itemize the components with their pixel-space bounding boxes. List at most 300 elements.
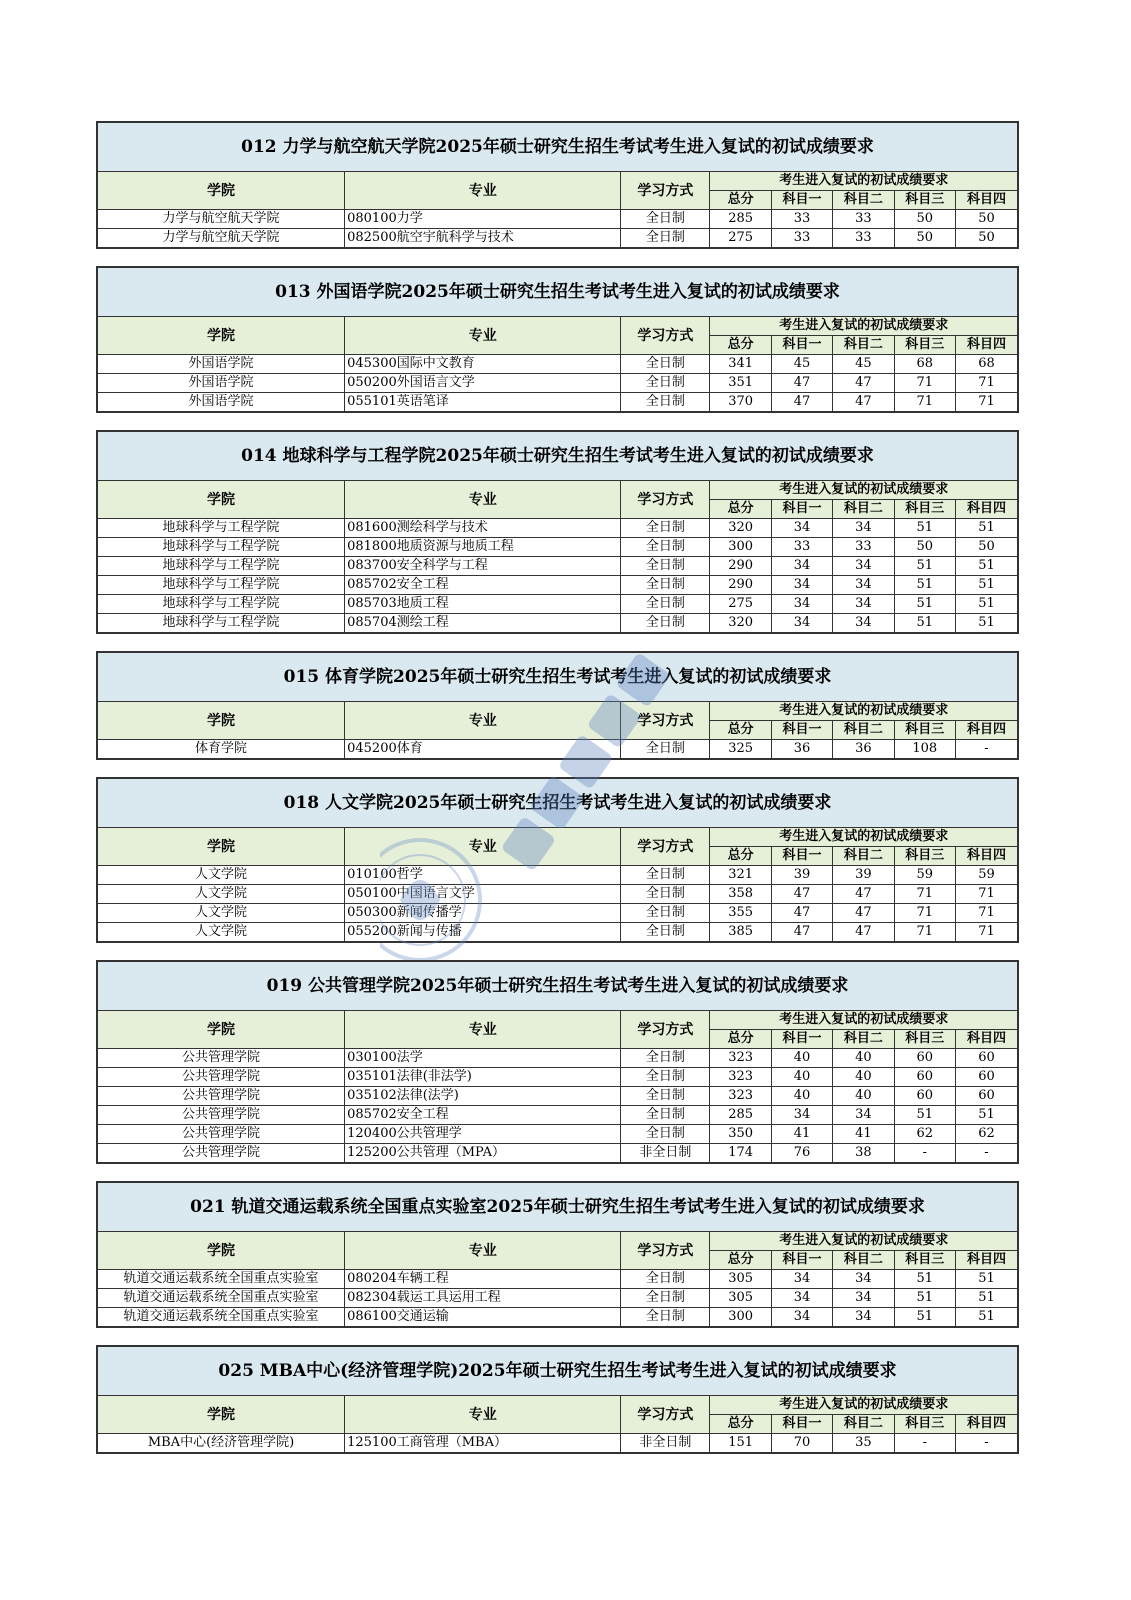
cell-subject-1: 47	[771, 885, 832, 904]
cell-major: 082304载运工具运用工程	[345, 1289, 621, 1308]
table-row	[98, 576, 1017, 595]
cell-college: 人文学院	[98, 885, 345, 904]
header-subject-4: 科目四	[955, 1030, 1017, 1049]
cell-subject-2: 33	[833, 229, 894, 248]
cell-subject-1: 76	[771, 1144, 832, 1163]
header-major: 专业	[345, 317, 621, 355]
header-subject-4: 科目四	[955, 1251, 1017, 1270]
header-study-mode: 学习方式	[621, 172, 710, 210]
cell-college: 地球科学与工程学院	[98, 538, 345, 557]
cell-college: 力学与航空航天学院	[98, 229, 345, 248]
header-study-mode: 学习方式	[621, 702, 710, 740]
cell-major: 082500航空宇航科学与技术	[345, 229, 621, 248]
cell-study-mode: 全日制	[621, 1087, 710, 1106]
cell-subject-1: 34	[771, 1308, 832, 1327]
cell-subject-4: 71	[955, 393, 1017, 412]
header-major: 专业	[345, 828, 621, 866]
cell-subject-2: 36	[833, 740, 894, 759]
cell-subject-3: 60	[894, 1087, 955, 1106]
cell-subject-1: 47	[771, 374, 832, 393]
cell-college: 地球科学与工程学院	[98, 595, 345, 614]
cell-subject-1: 33	[771, 229, 832, 248]
cell-college: 体育学院	[98, 740, 345, 759]
cell-major: 045300国际中文教育	[345, 355, 621, 374]
cell-total: 290	[710, 576, 771, 595]
table-title: 021 轨道交通运载系统全国重点实验室2025年硕士研究生招生考试考生进入复试的初试成绩要求	[98, 1183, 1017, 1232]
header-study-mode: 学习方式	[621, 481, 710, 519]
cell-study-mode: 全日制	[621, 923, 710, 942]
header-subject-3: 科目三	[894, 847, 955, 866]
score-table-block	[96, 1181, 1019, 1328]
cell-subject-4: 60	[955, 1068, 1017, 1087]
header-major: 专业	[345, 172, 621, 210]
cell-major: 081600测绘科学与技术	[345, 519, 621, 538]
table-row	[98, 1106, 1017, 1125]
cell-study-mode: 全日制	[621, 740, 710, 759]
cell-total: 305	[710, 1289, 771, 1308]
table-row	[98, 1087, 1017, 1106]
score-tables	[96, 121, 1019, 1454]
cell-subject-4: 71	[955, 923, 1017, 942]
cell-college: MBA中心(经济管理学院)	[98, 1434, 345, 1453]
header-subject-1: 科目一	[771, 191, 832, 210]
header-study-mode: 学习方式	[621, 1232, 710, 1270]
cell-college: 公共管理学院	[98, 1144, 345, 1163]
cell-subject-3: -	[894, 1144, 955, 1163]
cell-subject-1: 36	[771, 740, 832, 759]
table-row	[98, 355, 1017, 374]
score-table-block	[96, 430, 1019, 634]
score-table	[98, 481, 1017, 632]
cell-subject-3: 71	[894, 923, 955, 942]
cell-subject-2: 34	[833, 576, 894, 595]
cell-study-mode: 全日制	[621, 1270, 710, 1289]
cell-subject-3: 51	[894, 519, 955, 538]
cell-college: 人文学院	[98, 866, 345, 885]
header-subject-4: 科目四	[955, 847, 1017, 866]
score-table-block	[96, 777, 1019, 943]
table-row	[98, 595, 1017, 614]
cell-subject-1: 33	[771, 210, 832, 229]
table-row	[98, 1049, 1017, 1068]
cell-total: 323	[710, 1087, 771, 1106]
cell-college: 轨道交通运载系统全国重点实验室	[98, 1270, 345, 1289]
table-row	[98, 1125, 1017, 1144]
cell-subject-4: 51	[955, 1308, 1017, 1327]
header-study-mode: 学习方式	[621, 317, 710, 355]
cell-total: 320	[710, 614, 771, 633]
header-subject-2: 科目二	[833, 847, 894, 866]
cell-total: 350	[710, 1125, 771, 1144]
cell-subject-2: 34	[833, 1289, 894, 1308]
cell-subject-3: 51	[894, 557, 955, 576]
cell-subject-4: 60	[955, 1049, 1017, 1068]
cell-total: 290	[710, 557, 771, 576]
cell-college: 地球科学与工程学院	[98, 614, 345, 633]
cell-college: 外国语学院	[98, 374, 345, 393]
cell-subject-2: 34	[833, 614, 894, 633]
cell-college: 力学与航空航天学院	[98, 210, 345, 229]
score-table	[98, 1232, 1017, 1326]
table-title: 014 地球科学与工程学院2025年硕士研究生招生考试考生进入复试的初试成绩要求	[98, 432, 1017, 481]
cell-subject-2: 33	[833, 538, 894, 557]
cell-study-mode: 全日制	[621, 1068, 710, 1087]
cell-subject-2: 38	[833, 1144, 894, 1163]
header-subject-1: 科目一	[771, 1030, 832, 1049]
cell-subject-4: 50	[955, 210, 1017, 229]
cell-subject-1: 34	[771, 576, 832, 595]
header-major: 专业	[345, 702, 621, 740]
cell-subject-4: 51	[955, 519, 1017, 538]
cell-total: 323	[710, 1068, 771, 1087]
cell-total: 305	[710, 1270, 771, 1289]
cell-study-mode: 全日制	[621, 1106, 710, 1125]
table-row	[98, 210, 1017, 229]
cell-major: 035101法律(非法学)	[345, 1068, 621, 1087]
cell-major: 045200体育	[345, 740, 621, 759]
cell-subject-3: 108	[894, 740, 955, 759]
header-major: 专业	[345, 1396, 621, 1434]
cell-subject-4: 60	[955, 1087, 1017, 1106]
cell-college: 外国语学院	[98, 393, 345, 412]
header-score-requirement: 考生进入复试的初试成绩要求	[710, 481, 1017, 500]
table-row	[98, 519, 1017, 538]
header-college: 学院	[98, 1011, 345, 1049]
score-table	[98, 172, 1017, 247]
cell-study-mode: 全日制	[621, 557, 710, 576]
cell-major: 035102法律(法学)	[345, 1087, 621, 1106]
cell-total: 275	[710, 229, 771, 248]
cell-subject-1: 34	[771, 1106, 832, 1125]
cell-study-mode: 全日制	[621, 538, 710, 557]
header-total: 总分	[710, 1415, 771, 1434]
cell-study-mode: 全日制	[621, 1289, 710, 1308]
score-table-block	[96, 960, 1019, 1164]
cell-subject-2: 47	[833, 885, 894, 904]
header-subject-3: 科目三	[894, 500, 955, 519]
cell-subject-3: 71	[894, 885, 955, 904]
cell-study-mode: 全日制	[621, 885, 710, 904]
header-major: 专业	[345, 1011, 621, 1049]
cell-subject-3: 50	[894, 538, 955, 557]
score-table-block	[96, 651, 1019, 760]
cell-subject-1: 34	[771, 519, 832, 538]
cell-major: 080100力学	[345, 210, 621, 229]
header-total: 总分	[710, 336, 771, 355]
cell-major: 085702安全工程	[345, 1106, 621, 1125]
header-college: 学院	[98, 828, 345, 866]
header-total: 总分	[710, 1251, 771, 1270]
cell-subject-2: 47	[833, 904, 894, 923]
cell-subject-1: 33	[771, 538, 832, 557]
cell-total: 285	[710, 1106, 771, 1125]
cell-college: 公共管理学院	[98, 1049, 345, 1068]
cell-study-mode: 全日制	[621, 355, 710, 374]
score-table	[98, 828, 1017, 941]
cell-college: 公共管理学院	[98, 1106, 345, 1125]
header-total: 总分	[710, 847, 771, 866]
cell-subject-4: -	[955, 1434, 1017, 1453]
cell-study-mode: 全日制	[621, 229, 710, 248]
cell-study-mode: 全日制	[621, 576, 710, 595]
cell-subject-3: 71	[894, 374, 955, 393]
header-college: 学院	[98, 317, 345, 355]
cell-major: 050200外国语言文学	[345, 374, 621, 393]
cell-subject-4: 71	[955, 885, 1017, 904]
cell-college: 外国语学院	[98, 355, 345, 374]
header-score-requirement: 考生进入复试的初试成绩要求	[710, 828, 1017, 847]
cell-subject-4: 71	[955, 374, 1017, 393]
cell-subject-1: 70	[771, 1434, 832, 1453]
table-row	[98, 1434, 1017, 1453]
cell-subject-4: 59	[955, 866, 1017, 885]
cell-subject-2: 39	[833, 866, 894, 885]
cell-college: 公共管理学院	[98, 1125, 345, 1144]
cell-subject-2: 45	[833, 355, 894, 374]
cell-subject-4: 51	[955, 557, 1017, 576]
cell-study-mode: 全日制	[621, 614, 710, 633]
cell-subject-4: -	[955, 740, 1017, 759]
header-college: 学院	[98, 172, 345, 210]
score-table	[98, 1396, 1017, 1452]
header-college: 学院	[98, 1396, 345, 1434]
cell-subject-2: 41	[833, 1125, 894, 1144]
cell-major: 050300新闻传播学	[345, 904, 621, 923]
header-subject-1: 科目一	[771, 1415, 832, 1434]
cell-total: 321	[710, 866, 771, 885]
cell-subject-1: 40	[771, 1087, 832, 1106]
table-row	[98, 923, 1017, 942]
cell-study-mode: 全日制	[621, 374, 710, 393]
cell-subject-2: 34	[833, 1106, 894, 1125]
table-row	[98, 374, 1017, 393]
header-total: 总分	[710, 500, 771, 519]
cell-total: 341	[710, 355, 771, 374]
table-row	[98, 393, 1017, 412]
cell-major: 055200新闻与传播	[345, 923, 621, 942]
cell-major: 081800地质资源与地质工程	[345, 538, 621, 557]
cell-college: 地球科学与工程学院	[98, 576, 345, 595]
cell-subject-4: 50	[955, 538, 1017, 557]
header-subject-4: 科目四	[955, 336, 1017, 355]
cell-subject-2: 40	[833, 1049, 894, 1068]
cell-subject-3: 50	[894, 229, 955, 248]
header-subject-2: 科目二	[833, 336, 894, 355]
cell-major: 085704测绘工程	[345, 614, 621, 633]
cell-major: 125200公共管理（MPA）	[345, 1144, 621, 1163]
table-title: 012 力学与航空航天学院2025年硕士研究生招生考试考生进入复试的初试成绩要求	[98, 123, 1017, 172]
table-row	[98, 557, 1017, 576]
header-subject-3: 科目三	[894, 336, 955, 355]
cell-subject-1: 40	[771, 1068, 832, 1087]
cell-study-mode: 全日制	[621, 1049, 710, 1068]
cell-subject-3: 51	[894, 614, 955, 633]
table-row	[98, 1270, 1017, 1289]
cell-study-mode: 全日制	[621, 519, 710, 538]
score-table-block	[96, 121, 1019, 249]
cell-subject-3: 51	[894, 1270, 955, 1289]
cell-subject-3: 51	[894, 576, 955, 595]
cell-subject-3: 51	[894, 1106, 955, 1125]
score-table	[98, 1011, 1017, 1162]
cell-study-mode: 非全日制	[621, 1434, 710, 1453]
header-score-requirement: 考生进入复试的初试成绩要求	[710, 1396, 1017, 1415]
header-study-mode: 学习方式	[621, 1011, 710, 1049]
score-table	[98, 702, 1017, 758]
header-score-requirement: 考生进入复试的初试成绩要求	[710, 1011, 1017, 1030]
cell-subject-3: 51	[894, 1289, 955, 1308]
cell-subject-1: 45	[771, 355, 832, 374]
cell-study-mode: 全日制	[621, 1125, 710, 1144]
table-title: 015 体育学院2025年硕士研究生招生考试考生进入复试的初试成绩要求	[98, 653, 1017, 702]
cell-subject-1: 34	[771, 614, 832, 633]
cell-subject-3: 60	[894, 1049, 955, 1068]
cell-subject-3: 50	[894, 210, 955, 229]
cell-subject-4: 51	[955, 595, 1017, 614]
cell-major: 120400公共管理学	[345, 1125, 621, 1144]
cell-study-mode: 全日制	[621, 904, 710, 923]
score-table	[98, 317, 1017, 411]
header-subject-4: 科目四	[955, 500, 1017, 519]
header-college: 学院	[98, 1232, 345, 1270]
cell-subject-4: -	[955, 1144, 1017, 1163]
cell-subject-4: 68	[955, 355, 1017, 374]
header-major: 专业	[345, 481, 621, 519]
cell-college: 轨道交通运载系统全国重点实验室	[98, 1289, 345, 1308]
header-total: 总分	[710, 191, 771, 210]
cell-study-mode: 非全日制	[621, 1144, 710, 1163]
cell-total: 285	[710, 210, 771, 229]
header-subject-1: 科目一	[771, 721, 832, 740]
score-table-block	[96, 266, 1019, 413]
cell-major: 030100法学	[345, 1049, 621, 1068]
header-subject-3: 科目三	[894, 191, 955, 210]
cell-total: 325	[710, 740, 771, 759]
cell-total: 370	[710, 393, 771, 412]
cell-total: 358	[710, 885, 771, 904]
header-subject-2: 科目二	[833, 721, 894, 740]
cell-subject-2: 34	[833, 1270, 894, 1289]
cell-total: 300	[710, 1308, 771, 1327]
table-row	[98, 1144, 1017, 1163]
cell-college: 公共管理学院	[98, 1087, 345, 1106]
cell-college: 人文学院	[98, 904, 345, 923]
header-score-requirement: 考生进入复试的初试成绩要求	[710, 1232, 1017, 1251]
cell-study-mode: 全日制	[621, 595, 710, 614]
cell-subject-4: 51	[955, 1289, 1017, 1308]
cell-major: 080204车辆工程	[345, 1270, 621, 1289]
cell-total: 355	[710, 904, 771, 923]
cell-subject-1: 47	[771, 923, 832, 942]
header-subject-1: 科目一	[771, 336, 832, 355]
table-row	[98, 1289, 1017, 1308]
cell-study-mode: 全日制	[621, 1308, 710, 1327]
cell-subject-2: 35	[833, 1434, 894, 1453]
cell-subject-4: 51	[955, 1106, 1017, 1125]
table-title: 025 MBA中心(经济管理学院)2025年硕士研究生招生考试考生进入复试的初试成绩要求	[98, 1347, 1017, 1396]
cell-college: 轨道交通运载系统全国重点实验室	[98, 1308, 345, 1327]
cell-subject-2: 34	[833, 1308, 894, 1327]
cell-total: 351	[710, 374, 771, 393]
table-row	[98, 740, 1017, 759]
cell-subject-4: 71	[955, 904, 1017, 923]
header-score-requirement: 考生进入复试的初试成绩要求	[710, 172, 1017, 191]
cell-subject-1: 34	[771, 1270, 832, 1289]
cell-college: 地球科学与工程学院	[98, 519, 345, 538]
cell-subject-1: 34	[771, 595, 832, 614]
header-subject-1: 科目一	[771, 847, 832, 866]
cell-total: 323	[710, 1049, 771, 1068]
cell-subject-2: 34	[833, 595, 894, 614]
cell-total: 320	[710, 519, 771, 538]
cell-subject-1: 47	[771, 904, 832, 923]
table-row	[98, 904, 1017, 923]
cell-study-mode: 全日制	[621, 866, 710, 885]
cell-subject-3: 51	[894, 1308, 955, 1327]
cell-major: 055101英语笔译	[345, 393, 621, 412]
header-subject-2: 科目二	[833, 1030, 894, 1049]
cell-major: 085703地质工程	[345, 595, 621, 614]
header-subject-1: 科目一	[771, 1251, 832, 1270]
cell-subject-3: -	[894, 1434, 955, 1453]
cell-total: 385	[710, 923, 771, 942]
header-subject-4: 科目四	[955, 721, 1017, 740]
header-total: 总分	[710, 721, 771, 740]
cell-major: 083700安全科学与工程	[345, 557, 621, 576]
cell-subject-3: 71	[894, 904, 955, 923]
cell-subject-2: 47	[833, 374, 894, 393]
header-subject-1: 科目一	[771, 500, 832, 519]
cell-subject-2: 33	[833, 210, 894, 229]
header-score-requirement: 考生进入复试的初试成绩要求	[710, 317, 1017, 336]
cell-subject-4: 50	[955, 229, 1017, 248]
cell-major: 085702安全工程	[345, 576, 621, 595]
cell-study-mode: 全日制	[621, 393, 710, 412]
cell-major: 050100中国语言文学	[345, 885, 621, 904]
cell-subject-3: 68	[894, 355, 955, 374]
table-row	[98, 1308, 1017, 1327]
cell-total: 174	[710, 1144, 771, 1163]
cell-total: 300	[710, 538, 771, 557]
header-subject-2: 科目二	[833, 1251, 894, 1270]
cell-subject-1: 47	[771, 393, 832, 412]
cell-total: 151	[710, 1434, 771, 1453]
header-major: 专业	[345, 1232, 621, 1270]
cell-college: 公共管理学院	[98, 1068, 345, 1087]
table-row	[98, 229, 1017, 248]
header-subject-2: 科目二	[833, 500, 894, 519]
header-total: 总分	[710, 1030, 771, 1049]
cell-subject-3: 62	[894, 1125, 955, 1144]
header-subject-3: 科目三	[894, 1030, 955, 1049]
header-subject-3: 科目三	[894, 1415, 955, 1434]
cell-subject-1: 39	[771, 866, 832, 885]
header-college: 学院	[98, 481, 345, 519]
cell-study-mode: 全日制	[621, 210, 710, 229]
cell-subject-1: 34	[771, 557, 832, 576]
cell-subject-1: 40	[771, 1049, 832, 1068]
cell-major: 086100交通运输	[345, 1308, 621, 1327]
cell-subject-4: 62	[955, 1125, 1017, 1144]
table-row	[98, 1068, 1017, 1087]
cell-subject-4: 51	[955, 1270, 1017, 1289]
cell-major: 125100工商管理（MBA）	[345, 1434, 621, 1453]
cell-subject-1: 41	[771, 1125, 832, 1144]
cell-total: 275	[710, 595, 771, 614]
header-subject-4: 科目四	[955, 191, 1017, 210]
table-row	[98, 866, 1017, 885]
table-title: 018 人文学院2025年硕士研究生招生考试考生进入复试的初试成绩要求	[98, 779, 1017, 828]
